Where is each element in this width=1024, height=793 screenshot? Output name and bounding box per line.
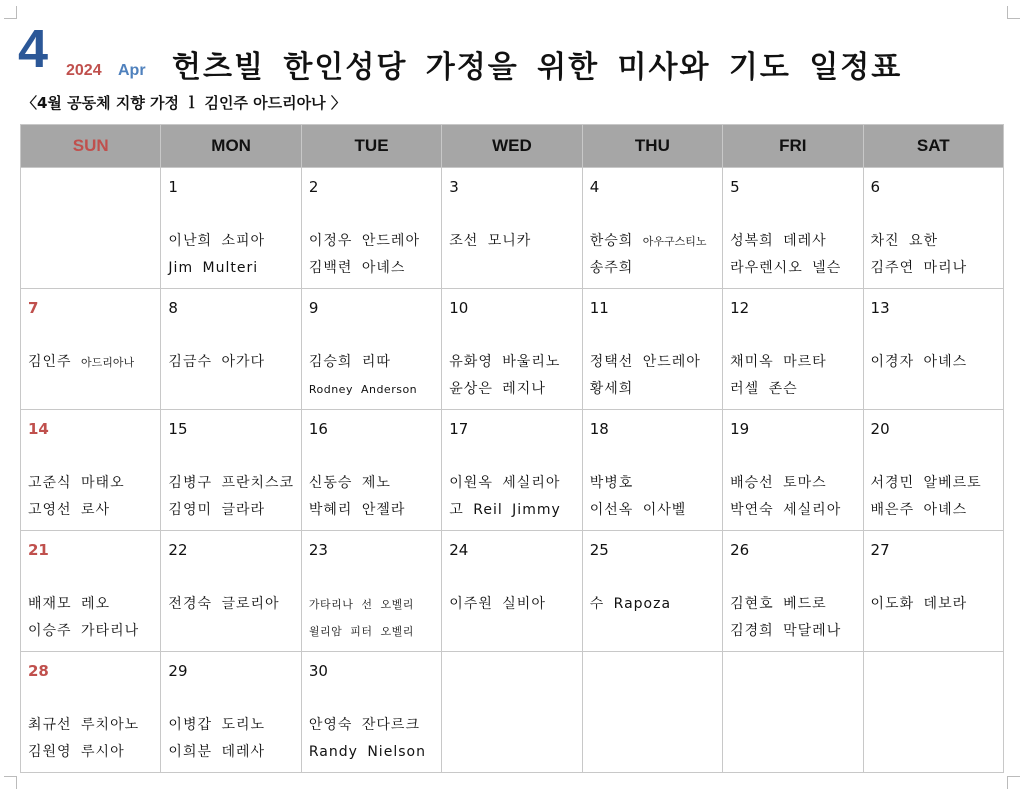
- intention-names: [309, 228, 437, 282]
- intention-name: 배승선 토마스: [730, 475, 827, 491]
- day-number: 27: [870, 541, 890, 559]
- calendar-day-cell: [582, 168, 722, 289]
- intention-name: 서경민 알베르토: [870, 475, 982, 491]
- intention-name: [28, 349, 156, 376]
- calendar-day-cell: [161, 168, 301, 289]
- intention-name: Jim Multeri: [168, 260, 259, 276]
- intention-names: [871, 228, 999, 282]
- intention-names: [449, 470, 577, 524]
- intention-name: 이도화 데보라: [870, 596, 968, 612]
- calendar-week-row: [21, 289, 1004, 410]
- day-number: 9: [308, 299, 319, 317]
- intention-name-main: 김인주: [28, 354, 82, 370]
- calendar-day-cell: [301, 652, 441, 773]
- intention-name: 박혜리 안젤라: [308, 502, 406, 518]
- intention-name: 박연숙 세실리아: [730, 502, 842, 518]
- page-title: 헌츠빌 한인성당 가정을 위한 미사와 기도 일정표: [172, 50, 903, 85]
- intention-name: 수 Rapoza: [589, 596, 672, 612]
- calendar-day-cell: [161, 289, 301, 410]
- day-number: 2: [308, 178, 319, 196]
- intention-name: 이경자 아녜스: [870, 354, 968, 370]
- intention-name: 채미옥 마르타: [730, 354, 827, 370]
- intention-names: [730, 591, 858, 645]
- intention-names: [168, 470, 296, 524]
- intention-names: [449, 591, 577, 618]
- calendar-day-cell: [21, 531, 161, 652]
- intention-name: 정택선 안드레아: [589, 354, 701, 370]
- intention-names: [871, 591, 999, 618]
- intention-names: [28, 349, 156, 376]
- intention-names: [309, 470, 437, 524]
- month-number: 4: [18, 19, 49, 79]
- calendar-day-cell: [723, 289, 863, 410]
- calendar-day-cell: [863, 168, 1003, 289]
- day-number: 23: [308, 541, 328, 559]
- intention-name: 박병호: [589, 475, 634, 491]
- intention-name: Rodney Anderson: [308, 383, 418, 396]
- weekday-header: SAT: [863, 125, 1003, 168]
- intention-name: 김주연 마리나: [870, 260, 968, 276]
- day-number: 20: [870, 420, 890, 438]
- intention-name: 러셀 존슨: [730, 381, 798, 397]
- calendar-day-cell: [161, 410, 301, 531]
- intention-name: 차진 요한: [870, 233, 939, 249]
- calendar-day-cell: [582, 289, 722, 410]
- weekday-header-row: [21, 125, 1004, 168]
- day-number: 15: [168, 420, 188, 438]
- intention-name: 조선 모니카: [449, 233, 532, 249]
- intention-names: [730, 228, 858, 282]
- day-number: 30: [308, 662, 328, 680]
- day-number: 14: [28, 420, 49, 438]
- day-number: 19: [730, 420, 750, 438]
- intention-name-small: 아드리아나: [81, 356, 135, 369]
- day-number: 28: [28, 662, 49, 680]
- weekday-header: MON: [161, 125, 301, 168]
- intention-name: 김금수 아가다: [168, 354, 266, 370]
- intention-names: [28, 591, 156, 645]
- day-number: 8: [168, 299, 178, 317]
- day-number: 11: [589, 299, 609, 317]
- calendar-week-row: [21, 410, 1004, 531]
- calendar-day-cell: [301, 289, 441, 410]
- intention-name: 김경희 막달레나: [730, 623, 842, 639]
- intention-name: 송주희: [589, 260, 634, 276]
- intention-name: [590, 228, 718, 255]
- intention-name: 성복희 데레사: [730, 233, 827, 249]
- intention-names: [309, 591, 437, 645]
- day-number: 21: [28, 541, 49, 559]
- intention-name: 이정우 안드레아: [308, 233, 420, 249]
- intention-name-main: 한승희: [589, 233, 643, 249]
- calendar-day-cell: [723, 652, 863, 773]
- day-number: 26: [730, 541, 750, 559]
- intention-name: 윌리암 피터 오벨리: [308, 625, 414, 638]
- intention-names: [730, 470, 858, 524]
- intention-name: 김승희 리따: [308, 354, 391, 370]
- day-number: 18: [589, 420, 609, 438]
- intention-name: 황세희: [589, 381, 634, 397]
- intention-name: 고준식 마태오: [28, 475, 125, 491]
- intention-name: 배은주 아녜스: [870, 502, 968, 518]
- intention-name: 가타리나 선 오벨리: [308, 598, 414, 611]
- calendar-day-cell: [442, 531, 582, 652]
- calendar-day-cell: [442, 168, 582, 289]
- intention-name: 전경숙 글로리아: [168, 596, 280, 612]
- intention-names: [309, 712, 437, 766]
- weekday-header: SUN: [21, 125, 161, 168]
- intention-names: [871, 349, 999, 376]
- calendar-day-cell: [301, 410, 441, 531]
- intention-name: 이선옥 이사벨: [589, 502, 687, 518]
- intention-names: [168, 591, 296, 618]
- day-number: 17: [449, 420, 469, 438]
- day-number: 24: [449, 541, 469, 559]
- intention-name: 이주원 실비아: [449, 596, 546, 612]
- calendar-day-cell: [21, 168, 161, 289]
- calendar-day-cell: [863, 531, 1003, 652]
- day-number: 4: [589, 178, 600, 196]
- crop-mark-top-right: [1007, 6, 1020, 19]
- calendar-grid: [20, 124, 1004, 773]
- calendar-day-cell: [863, 289, 1003, 410]
- intention-name: 라우렌시오 넬슨: [730, 260, 842, 276]
- page-subtitle: 〈4월 공동체 지향 가정 ｌ 김인주 아드리아나 〉: [22, 94, 346, 112]
- calendar-day-cell: [582, 652, 722, 773]
- intention-name: 고 Reil Jimmy: [449, 502, 561, 518]
- day-number: 6: [870, 178, 881, 196]
- weekday-header: THU: [582, 125, 722, 168]
- calendar-day-cell: [863, 652, 1003, 773]
- intention-name: 이병갑 도리노: [168, 717, 266, 733]
- day-number: 5: [730, 178, 740, 196]
- intention-name: 안영숙 잔다르크: [308, 717, 420, 733]
- intention-names: [168, 228, 296, 282]
- calendar-day-cell: [582, 410, 722, 531]
- intention-name: 김병구 프란치스코: [168, 475, 295, 491]
- calendar-body: [21, 168, 1004, 773]
- calendar-day-cell: [301, 168, 441, 289]
- day-number: 3: [449, 178, 459, 196]
- day-number: 7: [28, 299, 39, 317]
- intention-name: 고영선 로사: [28, 502, 111, 518]
- intention-name: 배재모 레오: [28, 596, 111, 612]
- intention-names: [449, 228, 577, 255]
- day-number: 29: [168, 662, 188, 680]
- intention-names: [28, 712, 156, 766]
- calendar-day-cell: [442, 652, 582, 773]
- intention-name: 신동승 제노: [308, 475, 391, 491]
- day-number: 10: [449, 299, 469, 317]
- intention-name: 김백련 아녜스: [308, 260, 406, 276]
- intention-name: 이승주 가타리나: [28, 623, 140, 639]
- calendar-day-cell: [21, 652, 161, 773]
- calendar-day-cell: [723, 410, 863, 531]
- intention-name-small: 아우구스티노: [642, 235, 707, 248]
- calendar-day-cell: [161, 652, 301, 773]
- intention-name: 이희분 데레사: [168, 744, 266, 760]
- intention-name: 유화영 바울리노: [449, 354, 561, 370]
- intention-names: [168, 712, 296, 766]
- day-number: 16: [308, 420, 328, 438]
- intention-name: 윤상은 레지나: [449, 381, 546, 397]
- day-number: 12: [730, 299, 750, 317]
- day-number: 22: [168, 541, 188, 559]
- calendar-day-cell: [863, 410, 1003, 531]
- year-label: 2024: [66, 62, 102, 79]
- calendar-day-cell: [442, 289, 582, 410]
- intention-name: 이원옥 세실리아: [449, 475, 561, 491]
- intention-names: [590, 470, 718, 524]
- calendar-day-cell: [301, 531, 441, 652]
- calendar-week-row: [21, 652, 1004, 773]
- crop-mark-bottom-right: [1007, 776, 1020, 789]
- intention-names: [590, 228, 718, 282]
- intention-names: [449, 349, 577, 403]
- intention-name: Randy Nielson: [308, 744, 426, 760]
- intention-name: 이난희 소피아: [168, 233, 266, 249]
- calendar-day-cell: [21, 289, 161, 410]
- intention-names: [590, 591, 718, 618]
- weekday-header: TUE: [301, 125, 441, 168]
- intention-names: [871, 470, 999, 524]
- day-number: 13: [870, 299, 890, 317]
- weekday-header: WED: [442, 125, 582, 168]
- calendar-day-cell: [723, 168, 863, 289]
- calendar-week-row: [21, 168, 1004, 289]
- calendar-day-cell: [723, 531, 863, 652]
- calendar-day-cell: [21, 410, 161, 531]
- intention-names: [309, 349, 437, 403]
- weekday-header: FRI: [723, 125, 863, 168]
- intention-name: 김영미 글라라: [168, 502, 266, 518]
- intention-names: [168, 349, 296, 376]
- intention-name: 김원영 루시아: [28, 744, 125, 760]
- intention-names: [590, 349, 718, 403]
- month-abbrev: Apr: [118, 62, 146, 79]
- day-number: 1: [168, 178, 178, 196]
- intention-names: [28, 470, 156, 524]
- crop-mark-top-left: [4, 6, 17, 19]
- day-number: 25: [589, 541, 609, 559]
- calendar-week-row: [21, 531, 1004, 652]
- intention-name: 최규선 루치아노: [28, 717, 140, 733]
- intention-names: [730, 349, 858, 403]
- calendar-day-cell: [582, 531, 722, 652]
- calendar-day-cell: [161, 531, 301, 652]
- intention-name: 김현호 베드로: [730, 596, 827, 612]
- calendar-day-cell: [442, 410, 582, 531]
- crop-mark-bottom-left: [4, 776, 17, 789]
